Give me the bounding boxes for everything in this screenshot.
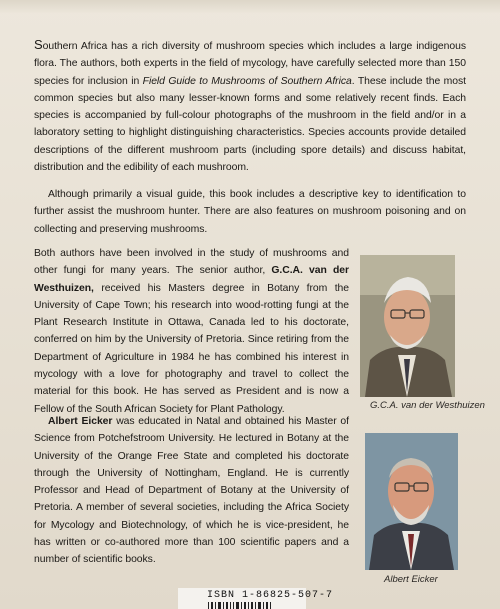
barcode-bars-icon [178,602,306,609]
isbn-label: ISBN 1-86825-507-7 [207,590,334,601]
book-title: Field Guide to Mushrooms of Southern Africa [142,75,352,87]
author2-name: Albert Eicker [48,416,113,427]
author2-caption: Albert Eicker [384,574,438,585]
author1-photo [360,255,455,397]
intro-rest: . These include the most common species but also many lesser-known forms and some relatively recent finds. Each species is accompanied by full-colour photographs of the mushroom in the field and/or in a laboratory setting to highlight distinguishing characteristics. Species accounts provide detailed descriptions of the different mushroom parts (including spore details) and discuss habitat, distribution and the edibility of each mushroom. [34,75,466,174]
cover-top-edge [0,0,500,14]
author1-lead: Both authors have been involved in the study of mushrooms and other fungi for many years. The senior author, [34,248,349,277]
author1-bio: received his Masters degree in Botany from the University of Cape Town; his research into wood-rotting fungi at the Plant Research Institute in Ottawa, Canada led to his doctorate, conferred on him by the University of Pretoria. Since retiring from the Department of Agriculture in 1984 he has combined his interest in mycology with a love for photography and travel to collect the material for this book. He has served as President and is now a Fellow of the South African Society for Plant Pathology. [34,282,349,415]
author2-paragraph [34,413,349,569]
intro-paragraph [34,36,466,176]
intro-lead: outhern Africa has a rich diversity of mushroom species which includes a large indigenous flora. The authors, both experts in the field of mycology, have carefully selected more than 150 species for inclusion in [34,41,466,87]
author2-portrait-icon [365,433,458,570]
intro-dropcap: S [34,37,43,52]
author1-name: G.C.A. van der Westhuizen, [34,265,349,294]
author1-caption: G.C.A. van der Westhuizen [370,400,485,411]
author1-paragraph [34,245,349,418]
author2-bio: was educated in Natal and obtained his Master of Science from Potchefstroom University. He lectured in Botany at the University of the Orange Free State and completed his doctorate through the University of Nottingham, England. He is currently Professor and Head of Department of Botany at the University of Pretoria. A member of several societies, including the Africa Society for Mycology and Biotechnology, of which he is vice-president, he has written or co-authored more than 100 scientific papers and a number of scientific books. [34,416,349,566]
visual-guide-paragraph: Although primarily a visual guide, this book includes a descriptive key to identification to further assist the mushroom hunter. There are also features on mushroom poisoning and on collecting and preserving mushrooms. [34,189,466,235]
author1-portrait-icon [360,255,455,397]
author2-photo [365,433,458,570]
